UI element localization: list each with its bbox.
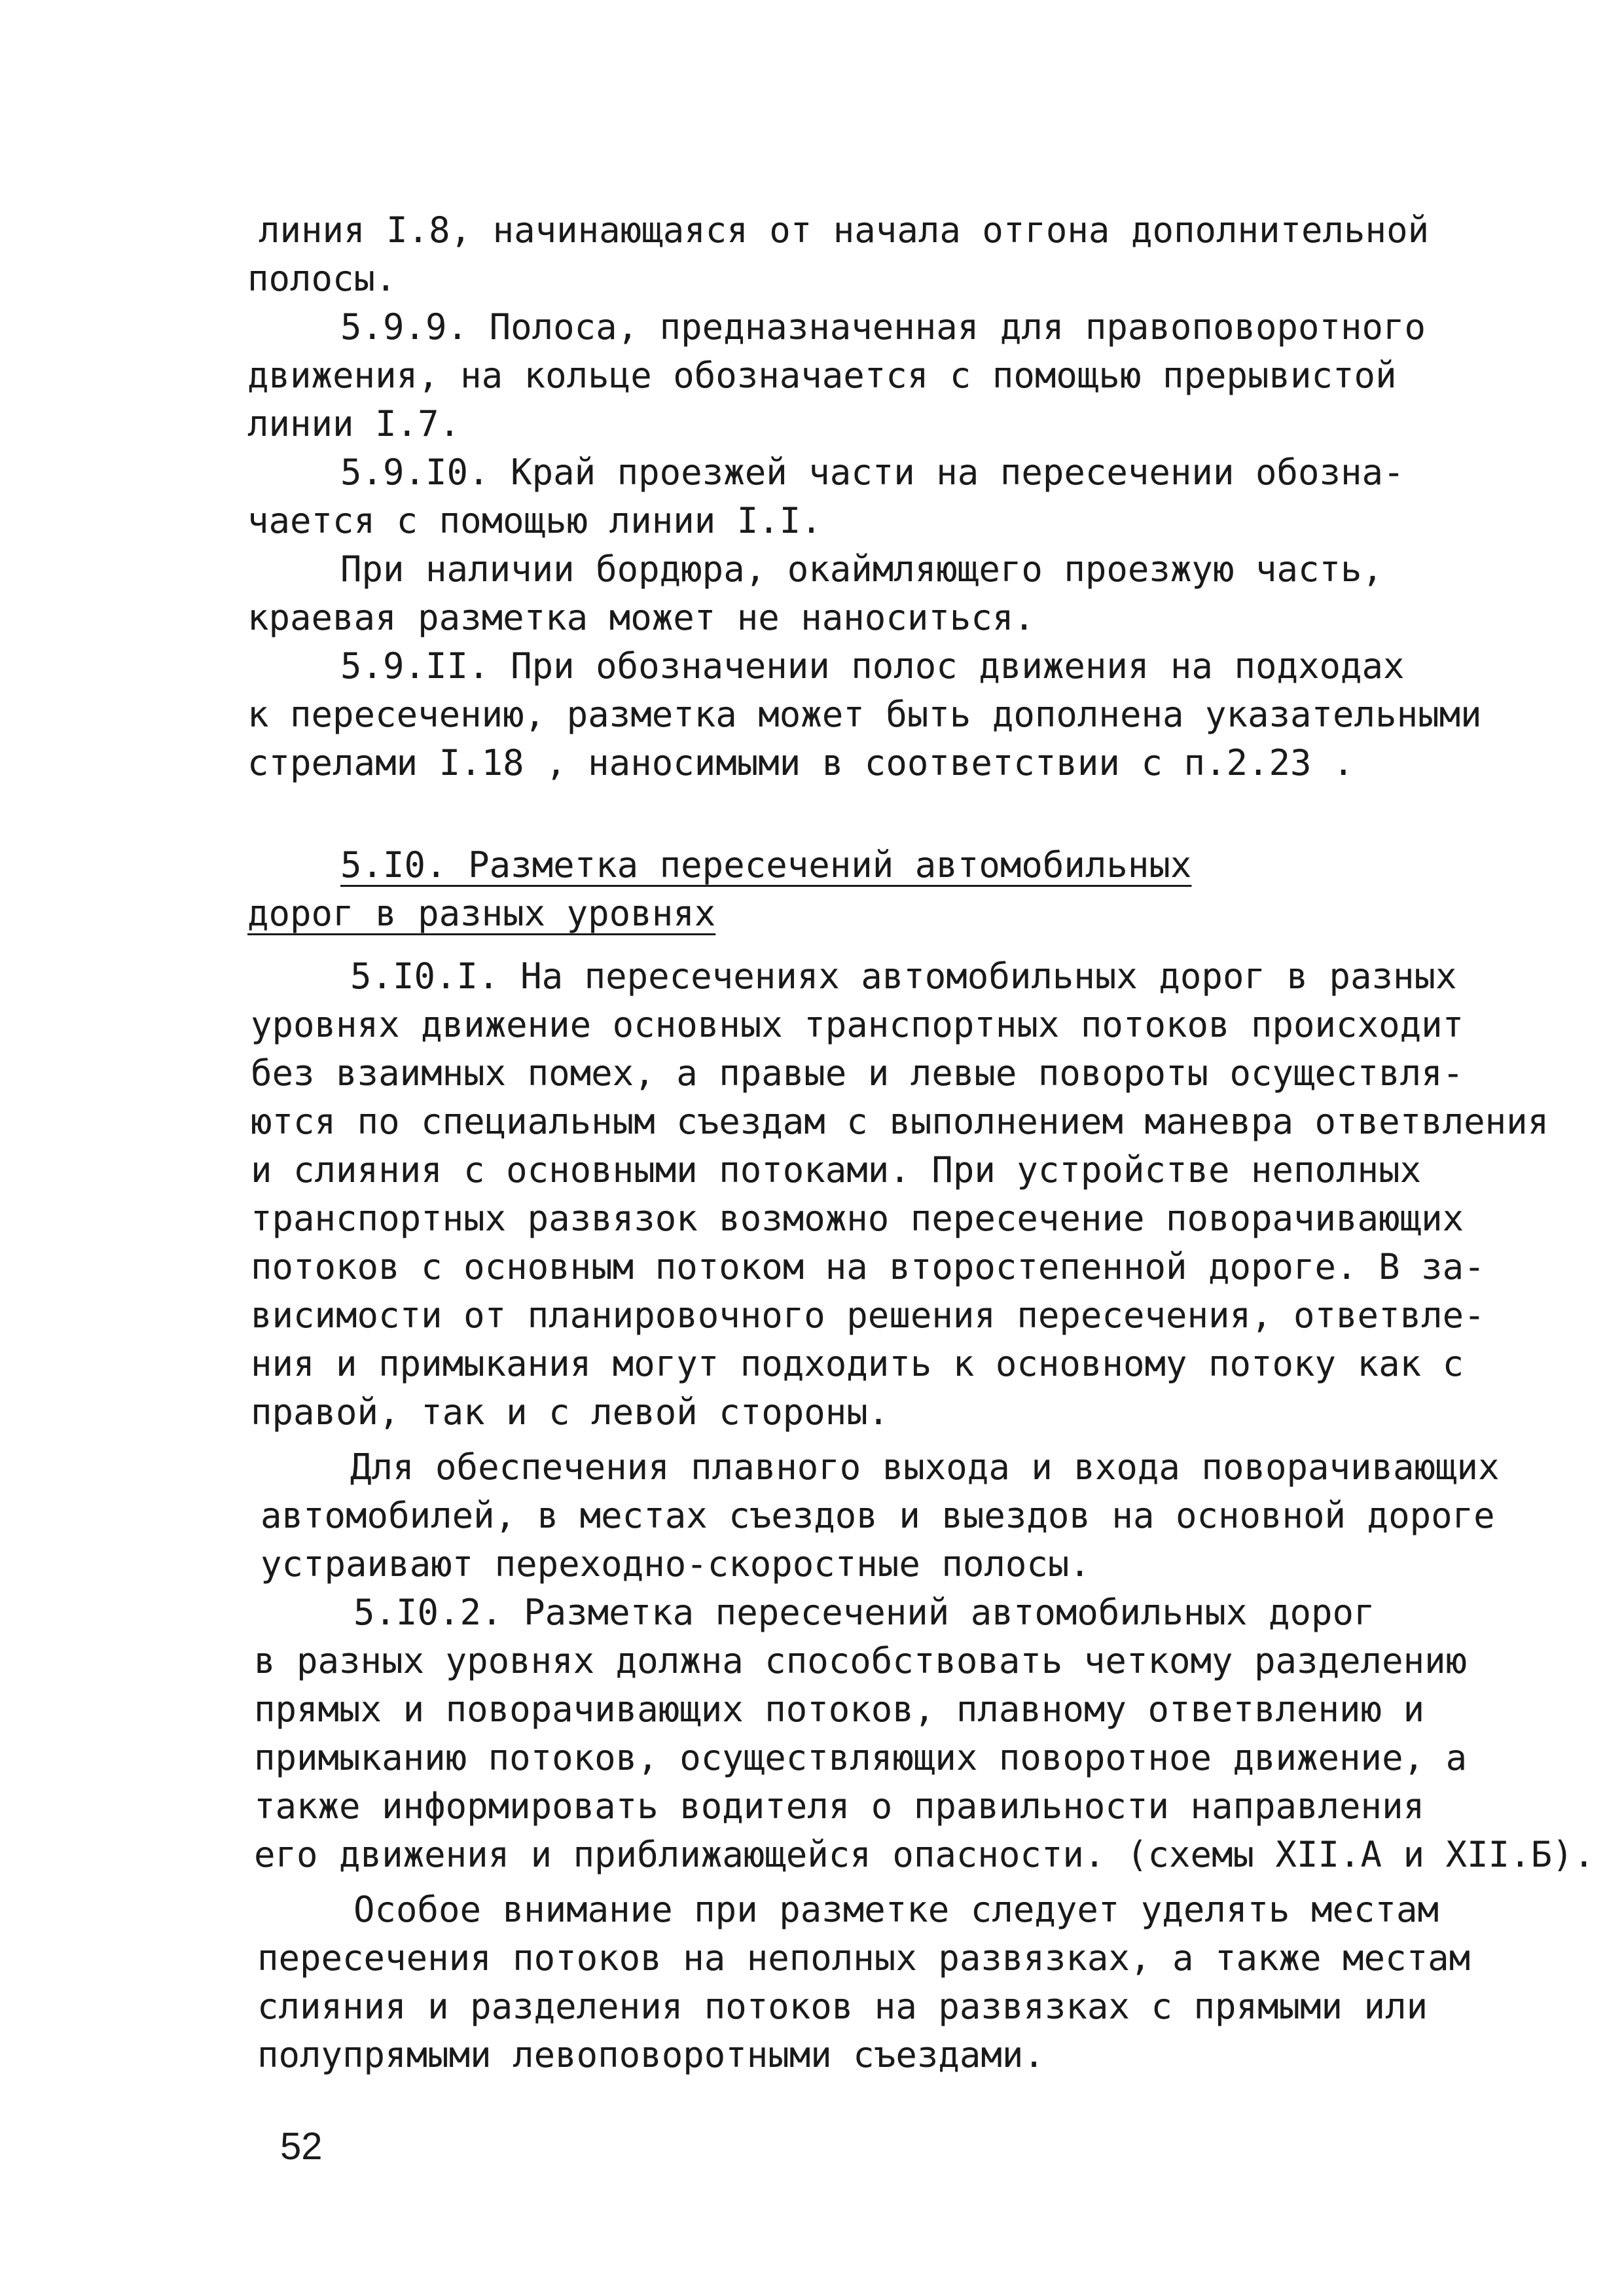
text-line: полупрямыми левоповоротными съездами. (257, 2034, 1045, 2075)
text-line: без взаимных помех, а правые и левые повороты осуществля- (251, 1052, 1464, 1094)
text-line: устраивают переходно-скоростные полосы. (261, 1543, 1091, 1585)
text-line: Для обеспечения плавного выхода и входа поворачивающих (350, 1446, 1500, 1488)
text-line: его движения и приближающейся опасности. (схемы XII.A и XII.Б). (254, 1834, 1595, 1875)
text-line: ния и примыкания могут подходить к основному потоку как с (251, 1343, 1464, 1384)
text-line: 5.9.9. Полоса, предназначенная для правоповоротного (340, 306, 1426, 348)
text-line: к пересечению, разметка может быть дополнена указательными (247, 694, 1482, 735)
text-line: При наличии бордюра, окаймляющего проезжую часть, (340, 548, 1384, 590)
text-line: и слияния с основными потоками. При устройстве неполных (251, 1149, 1422, 1191)
text-line: 5.9.II. При обозначении полос движения на подходах (340, 645, 1405, 687)
text-line: примыканию потоков, осуществляющих поворотное движение, а (254, 1737, 1468, 1778)
text-line: ются по специальным съездам с выполнением маневра ответвления (251, 1101, 1549, 1142)
text-line: 5.9.I0. Край проезжей части на пересечении обозна- (340, 452, 1405, 493)
text-line: уровнях движение основных транспортных потоков происходит (251, 1004, 1464, 1045)
text-line: пересечения потоков на неполных развязках, а также местам (257, 1937, 1471, 1979)
text-line: полосы. (247, 258, 397, 299)
text-line: транспортных развязок возможно пересечение поворачивающих (251, 1198, 1464, 1239)
section-heading-line: 5.I0. Разметка пересечений автомобильных (340, 844, 1192, 886)
text-line: линии I.7. (247, 403, 461, 444)
text-line: 5.I0.2. Разметка пересечений автомобильных дорог (353, 1592, 1375, 1633)
text-line: также информировать водителя о правильности направления (254, 1785, 1425, 1827)
text-line: висимости от планировочного решения пересечения, ответвле- (251, 1295, 1485, 1336)
section-heading-line: дорог в разных уровнях (247, 893, 716, 934)
text-line: 5.I0.I. На пересечениях автомобильных дорог в разных (350, 956, 1457, 997)
page-number: 52 (280, 2125, 323, 2168)
text-line: краевая разметка может не наноситься. (247, 597, 1035, 638)
text-line: движения, на кольце обозначается с помощью прерывистой (247, 355, 1397, 396)
text-line: слияния и разделения потоков на развязках с прямыми или (257, 1986, 1428, 2027)
text-line: потоков с основным потоком на второстепенной дороге. В за- (251, 1246, 1485, 1287)
text-line: прямых и поворачивающих потоков, плавному ответвлению и (254, 1689, 1425, 1730)
text-line: стрелами I.18 , наносимыми в соответствии с п.2.23 . (247, 742, 1354, 783)
text-line: правой, так и с левой стороны. (251, 1391, 890, 1433)
text-line: линия I.8, начинающаяся от начала отгона дополнительной (259, 209, 1430, 251)
text-line: автомобилей, в местах съездов и выездов на основной дороге (261, 1495, 1495, 1536)
text-line: Особое внимание при разметке следует уделять местам (353, 1889, 1439, 1930)
text-line: в разных уровнях должна способствовать четкому разделению (254, 1640, 1468, 1681)
text-line: чается с помощью линии I.I. (247, 500, 822, 541)
